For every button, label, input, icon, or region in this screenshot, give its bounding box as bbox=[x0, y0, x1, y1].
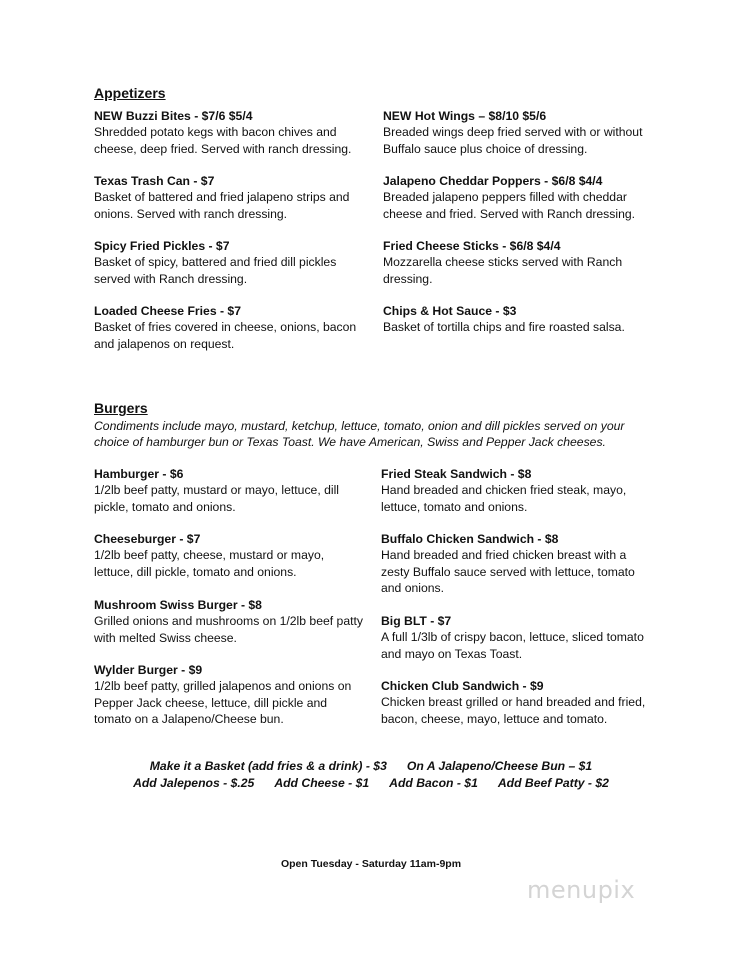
menu-item-texas-trash-can bbox=[94, 173, 364, 222]
menu-item-chicken-club-sandwich bbox=[381, 678, 656, 727]
menu-item-name: Chips & Hot Sauce - $3 bbox=[383, 304, 517, 318]
addon-jalepenos: Add Jalepenos - $.25 bbox=[133, 776, 255, 790]
menu-item-buffalo-chicken-sandwich bbox=[381, 531, 646, 596]
menu-item-description: Mozzarella cheese sticks served with Ranch dressing. bbox=[383, 255, 623, 286]
menu-item-name: Texas Trash Can - $7 bbox=[94, 174, 215, 188]
menu-item-name: Buffalo Chicken Sandwich - $8 bbox=[381, 532, 559, 546]
menu-item-jalapeno-cheddar-poppers bbox=[383, 173, 653, 222]
condiments-note: Condiments include mayo, mustard, ketchup, lettuce, tomato, onion and dill pickles served on your choice of hamburger bun or Texas Toast. We have American, Swiss and Pepper Jack cheeses. bbox=[94, 419, 625, 450]
menu-item-name: Big BLT - $7 bbox=[381, 614, 452, 628]
addons-line-1 bbox=[0, 758, 742, 775]
menu-item-loaded-cheese-fries bbox=[94, 303, 364, 352]
menu-item-name: Mushroom Swiss Burger - $8 bbox=[94, 598, 262, 612]
opening-hours: Open Tuesday - Saturday 11am-9pm bbox=[280, 858, 462, 870]
menu-item-description: 1/2lb beef patty, mustard or mayo, lettuce, dill pickle, tomato and onions. bbox=[94, 483, 339, 514]
burgers-heading: Burgers bbox=[94, 400, 148, 416]
menu-item-name: NEW Buzzi Bites - $7/6 $5/4 bbox=[94, 109, 253, 123]
menu-item-name: Fried Cheese Sticks - $6/8 $4/4 bbox=[383, 239, 561, 253]
menu-item-big-blt bbox=[381, 613, 656, 662]
menu-item-name: Jalapeno Cheddar Poppers - $6/8 $4/4 bbox=[383, 174, 603, 188]
menu-item-description: Breaded wings deep fried served with or without Buffalo sauce plus choice of dressing. bbox=[383, 125, 643, 156]
menu-item-description: Basket of battered and fried jalapeno strips and onions. Served with ranch dressing. bbox=[94, 190, 350, 221]
menu-item-chips-hot-sauce bbox=[383, 303, 653, 336]
menu-item-fried-cheese-sticks bbox=[383, 238, 633, 287]
menu-item-description: 1/2lb beef patty, cheese, mustard or mayo, lettuce, dill pickle, tomato and onions. bbox=[94, 548, 325, 579]
menu-item-description: Basket of tortilla chips and fire roasted salsa. bbox=[383, 320, 625, 335]
addon-jalapeno-bun: On A Jalapeno/Cheese Bun – $1 bbox=[406, 759, 593, 773]
menu-item-description: Basket of spicy, battered and fried dill pickles served with Ranch dressing. bbox=[94, 255, 337, 286]
addon-beef-patty: Add Beef Patty - $2 bbox=[497, 776, 609, 790]
menu-item-cheeseburger bbox=[94, 531, 364, 580]
menu-item-name: NEW Hot Wings – $8/10 $5/6 bbox=[383, 109, 547, 123]
menupix-watermark: menupix bbox=[527, 876, 636, 904]
addons-line-2 bbox=[0, 775, 742, 792]
menu-item-hamburger bbox=[94, 466, 364, 515]
menu-item-description: Grilled onions and mushrooms on 1/2lb beef patty with melted Swiss cheese. bbox=[94, 614, 363, 645]
addon-bacon: Add Bacon - $1 bbox=[389, 776, 478, 790]
menu-item-description: A full 1/3lb of crispy bacon, lettuce, sliced tomato and mayo on Texas Toast. bbox=[381, 630, 644, 661]
addon-cheese: Add Cheese - $1 bbox=[274, 776, 370, 790]
menu-item-name: Wylder Burger - $9 bbox=[94, 663, 203, 677]
menu-item-name: Spicy Fried Pickles - $7 bbox=[94, 239, 230, 253]
menu-item-name: Loaded Cheese Fries - $7 bbox=[94, 304, 241, 318]
menu-item-description: Breaded jalapeno peppers filled with cheddar cheese and fried. Served with Ranch dressing. bbox=[383, 190, 636, 221]
menu-item-wylder-burger bbox=[94, 662, 364, 727]
menu-item-name: Fried Steak Sandwich - $8 bbox=[381, 467, 532, 481]
menu-item-fried-steak-sandwich bbox=[381, 466, 641, 515]
menu-item-description: Basket of fries covered in cheese, onions, bacon and jalapenos on request. bbox=[94, 320, 357, 351]
addon-basket: Make it a Basket (add fries & a drink) - $3 bbox=[149, 759, 387, 773]
menu-item-description: Shredded potato kegs with bacon chives and cheese, deep fried. Served with ranch dressing. bbox=[94, 125, 352, 156]
menu-item-name: Cheeseburger - $7 bbox=[94, 532, 201, 546]
menu-item-name: Hamburger - $6 bbox=[94, 467, 184, 481]
menu-item-spicy-fried-pickles bbox=[94, 238, 364, 287]
menu-item-description: Chicken breast grilled or hand breaded and fried, bacon, cheese, mayo, lettuce and tomato. bbox=[381, 695, 646, 726]
menu-item-description: Hand breaded and chicken fried steak, mayo, lettuce, tomato and onions. bbox=[381, 483, 627, 514]
menu-item-buzzi-bites bbox=[94, 108, 364, 157]
appetizers-heading: Appetizers bbox=[94, 85, 166, 101]
menu-item-description: Hand breaded and fried chicken breast with a zesty Buffalo sauce served with lettuce, tomato and onions. bbox=[381, 548, 635, 595]
menu-item-hot-wings bbox=[383, 108, 653, 157]
menu-item-name: Chicken Club Sandwich - $9 bbox=[381, 679, 544, 693]
menu-item-mushroom-swiss-burger bbox=[94, 597, 364, 646]
menu-item-description: 1/2lb beef patty, grilled jalapenos and onions on Pepper Jack cheese, lettuce, dill pickle and tomato on a Jalapeno/Cheese bun. bbox=[94, 679, 352, 726]
